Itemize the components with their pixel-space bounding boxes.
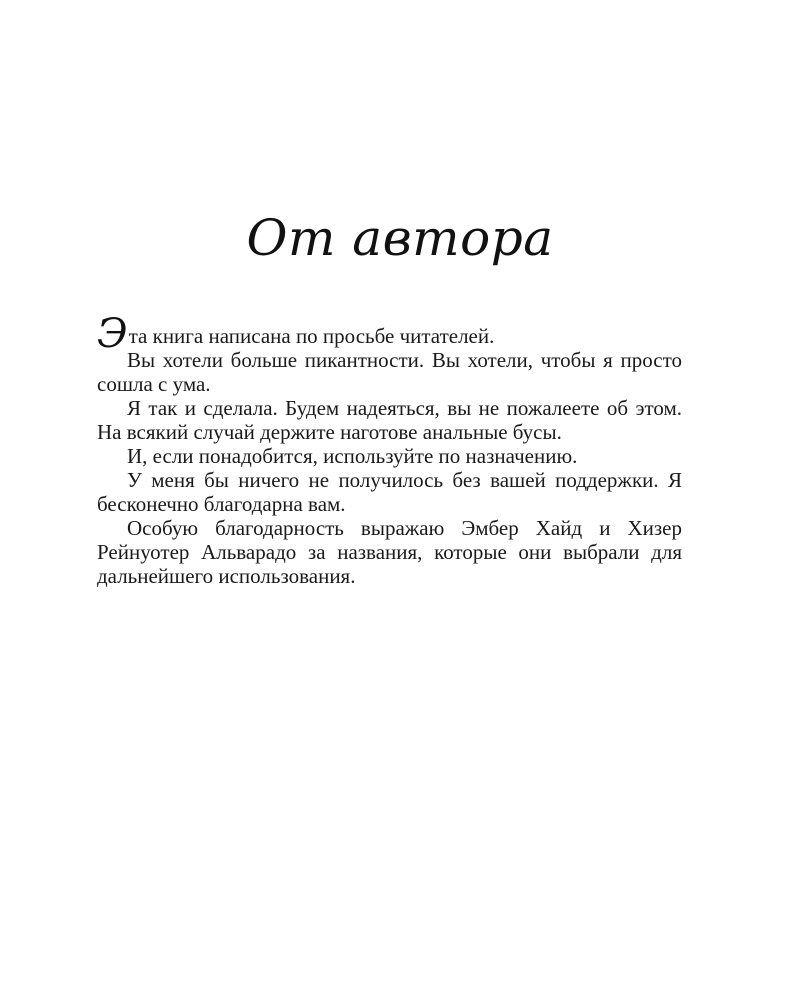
paragraph-text: та книга написана по просьбе читателей. (128, 324, 495, 348)
paragraph-3: Я так и сделала. Будем надеяться, вы не пожалеете об этом. На всякий случай держите наготове анальные бусы. (97, 396, 682, 444)
paragraph-2: Вы хотели больше пикантности. Вы хотели, чтобы я просто сошла с ума. (97, 348, 682, 396)
paragraph-4: И, если понадобится, используйте по назначению. (127, 444, 578, 468)
chapter-title: От автора (246, 209, 554, 267)
paragraph-6: Особую благодарность выражаю Эмбер Хайд и Хизер Рейнуотер Альварадо за названия, которые они выбрали для дальнейшего использования. (97, 516, 682, 588)
paragraph-5: У меня бы ничего не получилось без вашей поддержки. Я бесконечно благодарна вам. (97, 468, 682, 516)
paragraph-1 (97, 311, 682, 357)
body-text (97, 311, 682, 588)
drop-cap-letter: Э (97, 311, 128, 357)
